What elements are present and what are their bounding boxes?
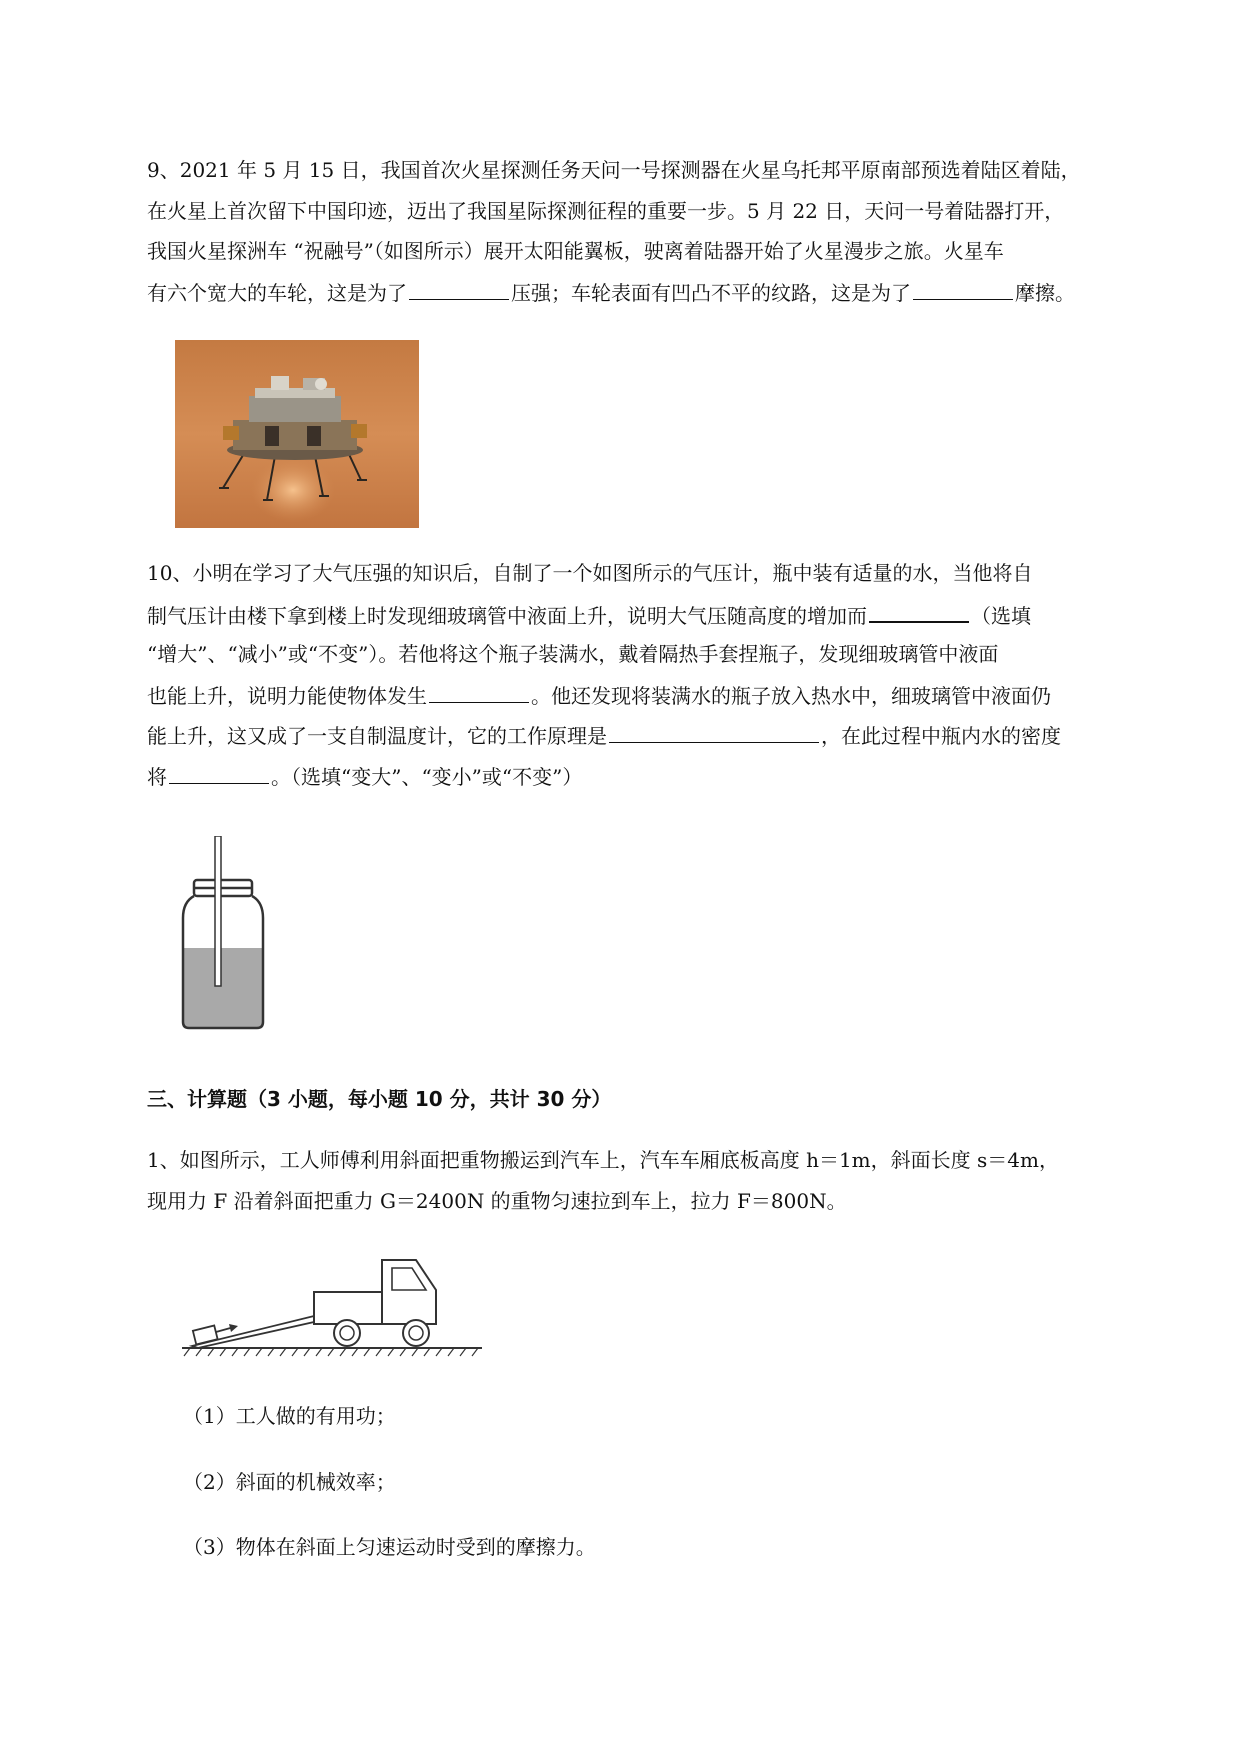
answer-blank[interactable] [913,279,1013,300]
calc1-line-2: 现用力 F 沿着斜面把重力 G＝2400N 的重物匀速拉到车上，拉力 F＝800N。 [147,1189,847,1213]
calc1-subquestion-1: （1）工人做的有用功； [183,1404,396,1428]
calc1-subquestion-2: （2）斜面的机械效率； [183,1470,396,1494]
answer-blank[interactable] [609,722,819,743]
q10-line-6 [147,763,582,790]
q10-line-2 [147,601,1031,629]
q9-line-3: 我国火星探洲车 “祝融号”（如图所示）展开太阳能翼板，驶离着陆器开始了火星漫步之旅。火星车 [147,239,1004,263]
answer-blank[interactable] [429,682,529,703]
q9-line-4-text-a: 有六个宽大的车轮，这是为了 [147,281,407,305]
q10-line-4-text-b: 。他还发现将装满水的瓶子放入热水中，细玻璃管中液面仍 [531,684,1051,708]
q9-line-2: 在火星上首次留下中国印迹，迈出了我国星际探测征程的重要一步。5 月 22 日，天问一号着陆器打开， [147,199,1065,223]
q10-line-1: 10、小明在学习了大气压强的知识后，自制了一个如图所示的气压计，瓶中装有适量的水，当他将自 [147,561,1033,585]
truck-ramp-figure [180,1250,485,1360]
q9-line-4 [147,279,1075,306]
q10-line-5-text-b: ，在此过程中瓶内水的密度 [821,724,1061,748]
q9-line-4-text-c: 摩擦。 [1015,281,1075,305]
q9-line-1: 9、2021 年 5 月 15 日，我国首次火星探测任务天问一号探测器在火星乌托邦平原南部预选着陆区着陆， [147,158,1081,182]
q10-line-5-text-a: 能上升，这又成了一支自制温度计，它的工作原理是 [147,724,607,748]
barometer-bottle-figure [178,836,268,1036]
q10-line-3: “增大”、“减小”或“不变”）。若他将这个瓶子装满水，戴着隔热手套捏瓶子，发现细玻璃管中液面 [147,642,999,666]
answer-blank[interactable] [409,279,509,300]
q10-line-4-text-a: 也能上升，说明力能使物体发生 [147,684,427,708]
q10-line-6-text-a: 将 [147,765,167,789]
calc1-line-1: 1、如图所示，工人师傅利用斜面把重物搬运到汽车上，汽车车厢底板高度 h＝1m，斜面长度 s＝4m， [147,1148,1059,1172]
q9-line-4-text-b: 压强；车轮表面有凹凸不平的纹路，这是为了 [511,281,911,305]
calc1-subquestion-3: （3）物体在斜面上匀速运动时受到的摩擦力。 [183,1535,596,1559]
q10-line-2-text-a: 制气压计由楼下拿到楼上时发现细玻璃管中液面上升，说明大气压随高度的增加而 [147,604,867,628]
mars-lander-photo [175,340,419,528]
section-heading: 三、计算题（3 小题，每小题 10 分，共计 30 分） [147,1087,612,1111]
q10-line-5 [147,722,1061,749]
q10-line-6-text-b: 。（选填“变大”、“变小”或“不变”） [271,765,583,789]
q10-line-4 [147,682,1051,709]
q10-line-2-text-b: （选填 [971,604,1031,628]
answer-blank[interactable] [869,601,969,623]
answer-blank[interactable] [169,763,269,784]
